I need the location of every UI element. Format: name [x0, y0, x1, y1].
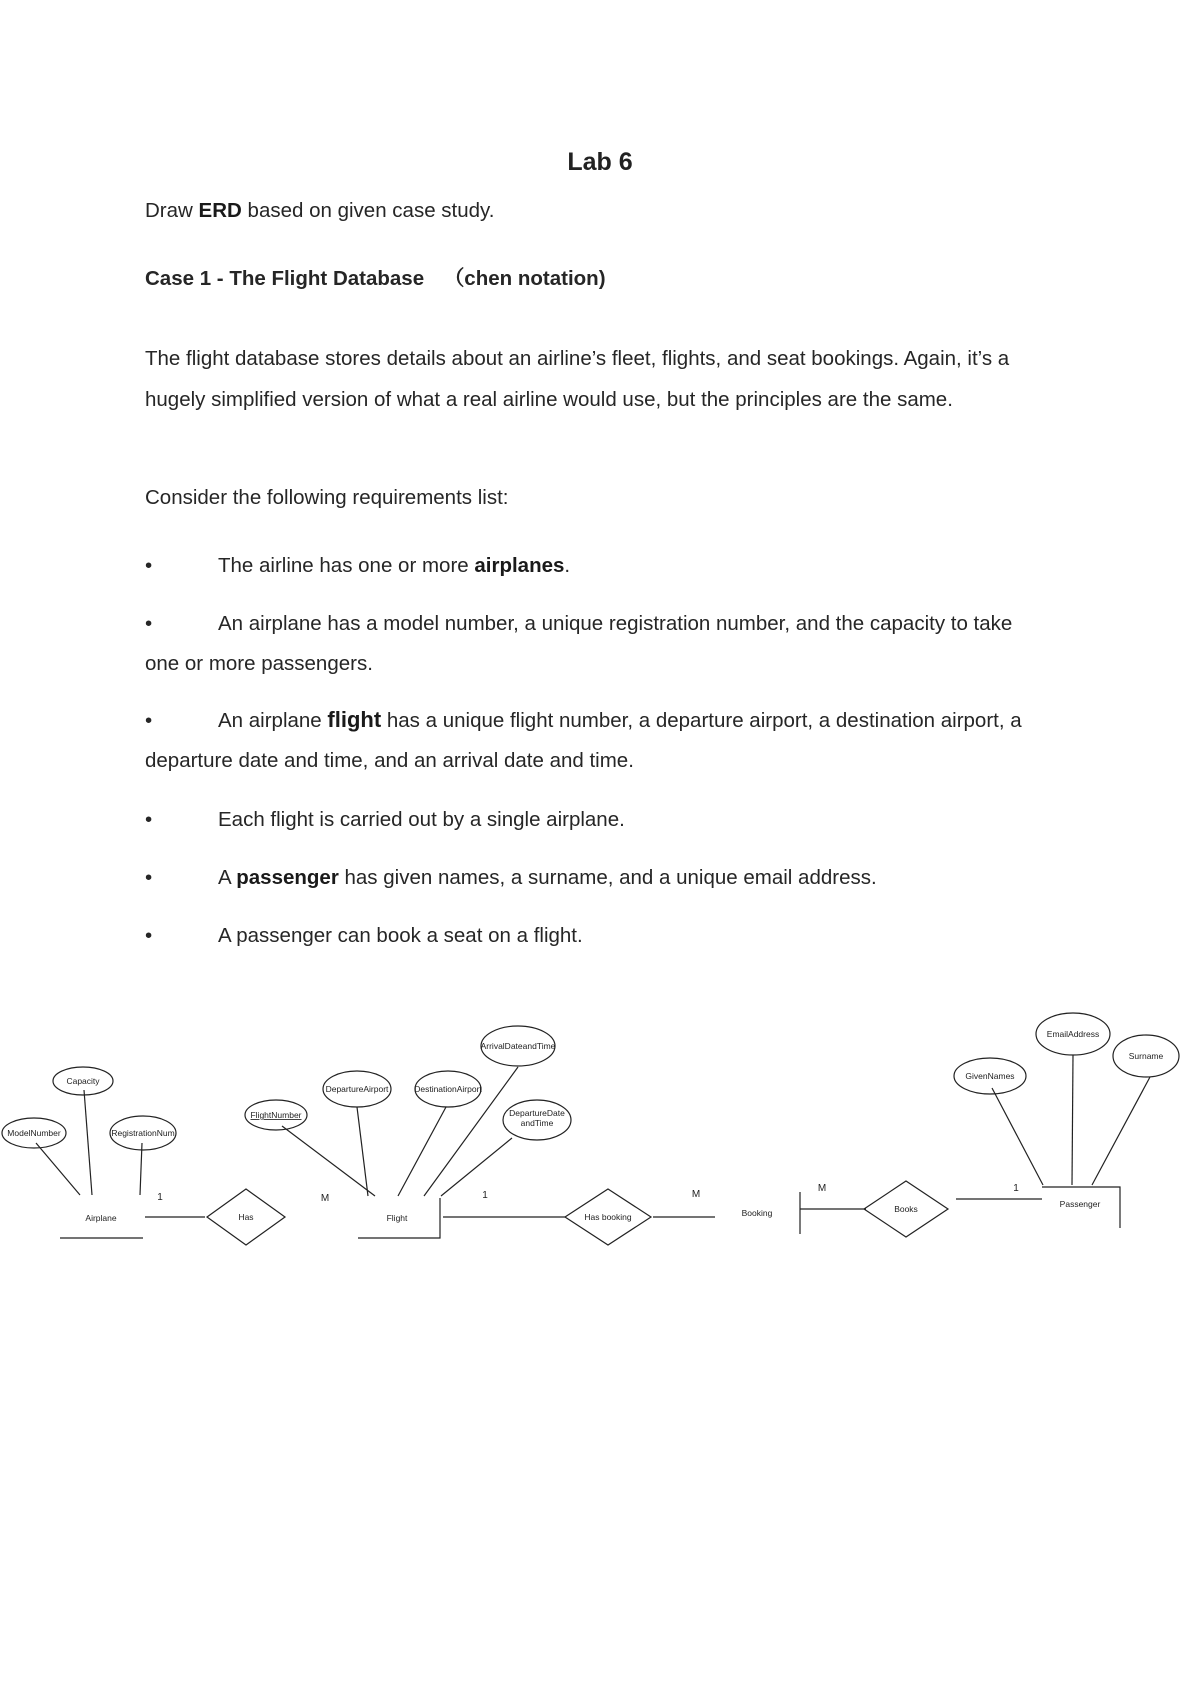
attribute-label: GivenNames [965, 1071, 1015, 1081]
connector-line [357, 1107, 368, 1196]
requirement-term: flight [327, 707, 382, 732]
connector-line [398, 1107, 446, 1196]
cardinality-label: 1 [157, 1192, 163, 1203]
bullet-marker: • [145, 709, 153, 732]
case-heading-note: （chen notation) [443, 267, 606, 290]
entity-label: Booking [741, 1208, 773, 1218]
requirement-term: passenger [236, 866, 339, 889]
attribute-label: RegistrationNum [111, 1128, 175, 1138]
entity-label: Airplane [85, 1213, 117, 1223]
requirement-text: An airplane has a model number, a unique registration number, and the capacity to take one or more passengers. [145, 612, 1013, 675]
erd-diagram [0, 1010, 1200, 1270]
connector-line [36, 1143, 80, 1195]
relationship-label: Books [894, 1204, 918, 1214]
connector-line [140, 1143, 142, 1195]
requirement-text: Each flight is carried out by a single airplane. [218, 808, 625, 831]
instruction-prefix: Draw [145, 199, 199, 222]
cardinality-label: M [691, 1189, 701, 1200]
attribute-label: ArrivalDateandTime [480, 1041, 556, 1051]
requirements-intro: Consider the following requirements list: [145, 486, 509, 509]
requirement-text-end: . [564, 554, 571, 577]
requirement-text: The airline has one or more [218, 554, 475, 577]
cardinality-label: M [817, 1183, 827, 1194]
requirement-item [145, 800, 1045, 840]
connector-line [1072, 1055, 1073, 1185]
attribute-label: Capacity [66, 1076, 100, 1086]
connector-line [1092, 1077, 1150, 1185]
page-title: Lab 6 [567, 148, 633, 176]
attribute-label: DepartureAirport [325, 1084, 389, 1094]
intro-paragraph: The flight database stores details about an airline’s fleet, flights, and seat bookings. Again, it’s a hugely simplified version of what a real airline would use, but the principles are the same. [145, 347, 1010, 411]
requirement-text: A [218, 866, 237, 889]
requirement-item [145, 858, 1045, 898]
bullet-marker: • [145, 554, 153, 577]
bullet-marker: • [145, 612, 153, 635]
requirement-term: airplanes [474, 554, 565, 577]
bullet-marker: • [145, 808, 153, 831]
case-heading [145, 266, 606, 292]
attribute-label: andTime [520, 1118, 554, 1128]
attribute-label: EmailAddress [1046, 1029, 1100, 1039]
requirement-text: An airplane [218, 709, 328, 732]
relationship-label: Has booking [584, 1212, 632, 1222]
instruction-term: ERD [198, 199, 242, 222]
instruction-suffix: based on given case study. [241, 199, 495, 222]
case-heading-main: Case 1 - The Flight Database [145, 267, 425, 290]
bullet-marker: • [145, 924, 153, 947]
attribute-label: DepartureDate [509, 1108, 565, 1118]
attribute-label: DestinationAirport [414, 1084, 482, 1094]
requirement-item [145, 916, 1045, 956]
requirement-text: A passenger can book a seat on a flight. [218, 924, 583, 947]
requirement-item [145, 604, 1045, 684]
entity-label: Flight [386, 1213, 408, 1223]
instruction-line [145, 198, 494, 224]
bullet-marker: • [145, 866, 153, 889]
attribute-label: ModelNumber [7, 1128, 61, 1138]
relationship-label: Has [238, 1212, 254, 1222]
requirement-text-end: has given names, a surname, and a unique email address. [338, 866, 877, 889]
connector-line [992, 1088, 1043, 1185]
cardinality-label: M [320, 1193, 330, 1204]
connector-line [441, 1138, 512, 1196]
cardinality-label: 1 [1013, 1183, 1019, 1194]
attribute-label: FlightNumber [250, 1110, 302, 1120]
requirement-item [145, 546, 1045, 586]
connector-line [84, 1090, 92, 1195]
entity-label: Passenger [1059, 1199, 1101, 1209]
requirement-item [145, 700, 1045, 781]
cardinality-label: 1 [482, 1190, 488, 1201]
attribute-label: Surname [1128, 1051, 1164, 1061]
requirement-text-end: has a unique flight number, a departure airport, a destination airport, a departure date and time, and an arrival date and time. [145, 709, 1022, 772]
